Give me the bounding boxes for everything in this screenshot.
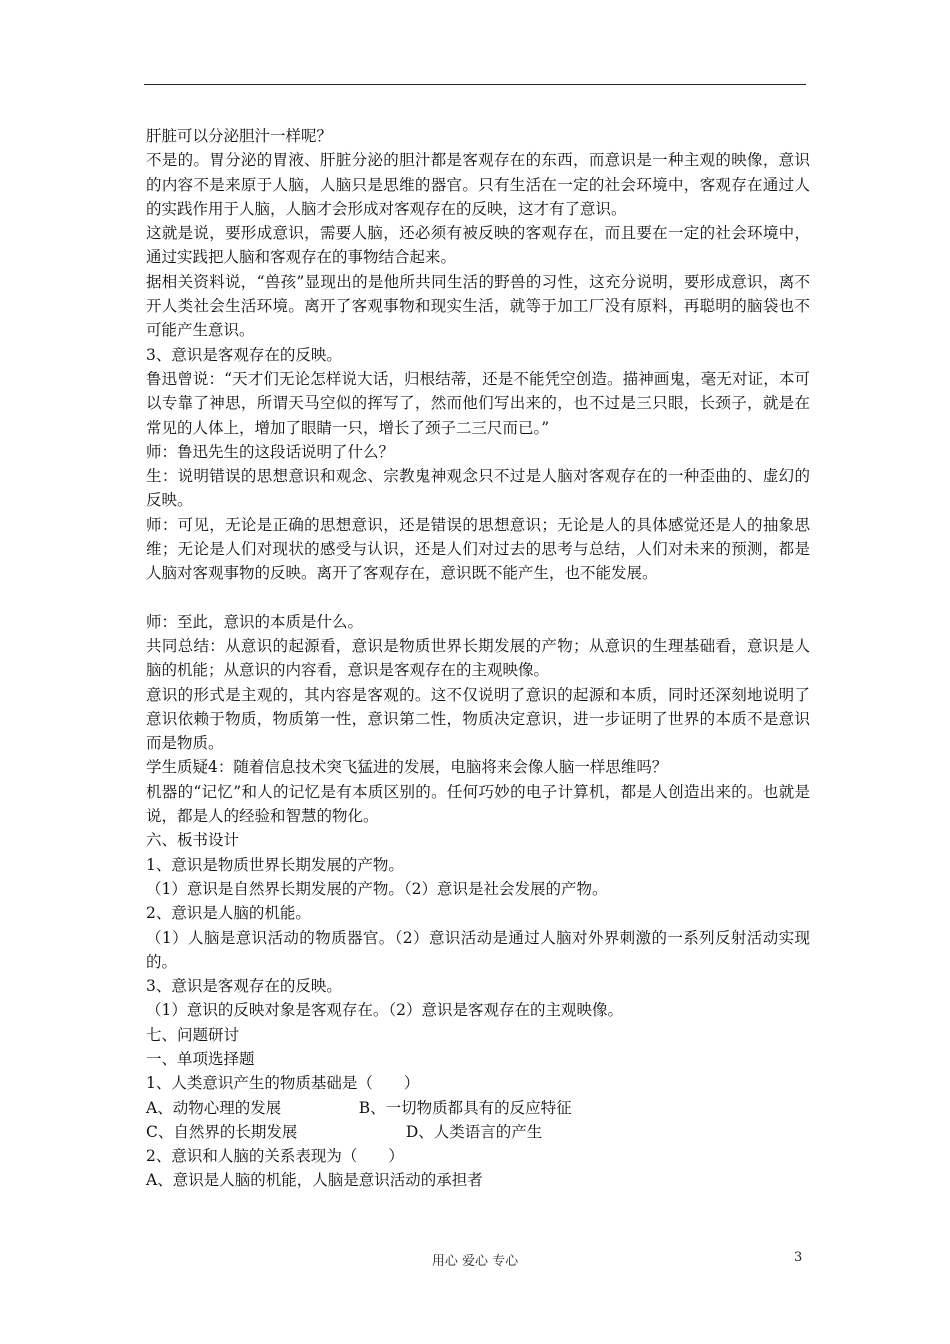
- paragraph: 据相关资料说，“兽孩”显现出的是他所共同生活的野兽的习性，这充分说明，要形成意识，离不开人类社会生活环境。离开了客观事物和现实生活，就等于加工厂没有原料，再聪明的脑袋也不可能产生意识。: [146, 272, 810, 340]
- question: 2、意识和人脑的关系表现为（ ）: [146, 1147, 404, 1166]
- section-heading: 一、单项选择题: [146, 1049, 255, 1068]
- paragraph: 这就是说，要形成意识，需要人脑，还必须有被反映的客观存在，而且要在一定的社会环境中，通过实践把人脑和客观存在的事物结合起来。: [146, 224, 810, 267]
- blank-line: [146, 586, 810, 610]
- list-item: （1）人脑是意识活动的物质器官。（2）意识活动是通过人脑对外界刺激的一系列反射活动实现的。: [146, 928, 810, 971]
- paragraph: 共同总结：从意识的起源看，意识是物质世界长期发展的产物；从意识的生理基础看，意识是人脑的机能；从意识的内容看，意识是客观存在的主观映像。: [146, 636, 810, 680]
- paragraph: 不是的。胃分泌的胃液、肝脏分泌的胆汁都是客观存在的东西，而意识是一种主观的映像，意识的内容不是来原于人脑，人脑只是思维的器官。只有生活在一定的社会环境中，客观存在通过人的实践作用于人脑，人脑才会形成对客观存在的反映，这才有了意识。: [146, 151, 810, 218]
- page-number: 3: [794, 1250, 803, 1265]
- paragraph: 机器的“记忆”和人的记忆是有本质区别的。任何巧妙的电子计算机，都是人创造出来的。也就是说，都是人的经验和智慧的物化。: [146, 782, 810, 826]
- document-body: [146, 124, 810, 1193]
- question-option: A、意识是人脑的机能，人脑是意识活动的承担者: [146, 1171, 483, 1190]
- header-rule: [144, 84, 806, 85]
- section-heading: 3、意识是客观存在的反映。: [146, 345, 342, 364]
- list-item: （1）意识是自然界长期发展的产物。（2）意识是社会发展的产物。: [146, 879, 608, 898]
- list-item: 2、意识是人脑的机能。: [146, 904, 311, 923]
- question-option: C、自然界的长期发展 D、人类语言的产生: [146, 1122, 543, 1141]
- paragraph: 鲁迅曾说：“天才们无论怎样说大话，归根结蒂，还是不能凭空创造。描神画鬼，毫无对证，本可以专靠了神思，所谓天马空似的挥写了，然而他们写出来的，也不过是三只眼，长颈子，就是在常见的人体上，增加了眼睛一只，增长了颈子二三尺而已。”: [146, 369, 810, 437]
- page-footer: 用心 爱心 专心: [431, 1254, 519, 1269]
- section-heading: 七、问题研讨: [146, 1025, 240, 1044]
- list-item: 3、意识是客观存在的反映。: [146, 977, 342, 996]
- paragraph: 意识的形式是主观的，其内容是客观的。这不仅说明了意识的起源和本质，同时还深刻地说明了意识依赖于物质，物质第一性，意识第二性，物质决定意识，进一步证明了世界的本质不是意识而是物质。: [146, 685, 810, 753]
- list-item: （1）意识的反映对象是客观存在。（2）意识是客观存在的主观映像。: [146, 1001, 623, 1020]
- question-option: A、动物心理的发展 B、一切物质都具有的反应特征: [146, 1098, 572, 1117]
- paragraph: 师：至此，意识的本质是什么。: [146, 612, 364, 631]
- section-heading: 六、板书设计: [146, 831, 240, 850]
- paragraph: 师：鲁迅先生的这段话说明了什么？: [146, 442, 395, 461]
- list-item: 1、意识是物质世界长期发展的产物。: [146, 855, 404, 874]
- paragraph: 师：可见，无论是正确的思想意识，还是错误的思想意识；无论是人的具体感觉还是人的抽象思维；无论是人们对现状的感受与认识，还是人们对过去的思考与总结，人们对未来的预测，都是人脑对客观事物的反映。离开了客观存在，意识既不能产生，也不能发展。: [146, 515, 810, 583]
- paragraph: 生：说明错误的思想意识和观念、宗教鬼神观念只不过是人脑对客观存在的一种歪曲的、虚幻的反映。: [146, 467, 810, 510]
- question: 1、人类意识产生的物质基础是（ ）: [146, 1074, 420, 1093]
- paragraph: 学生质疑4：随着信息技术突飞猛进的发展，电脑将来会像人脑一样思维吗？: [146, 758, 668, 777]
- paragraph: 肝脏可以分泌胆汁一样呢？: [146, 127, 333, 145]
